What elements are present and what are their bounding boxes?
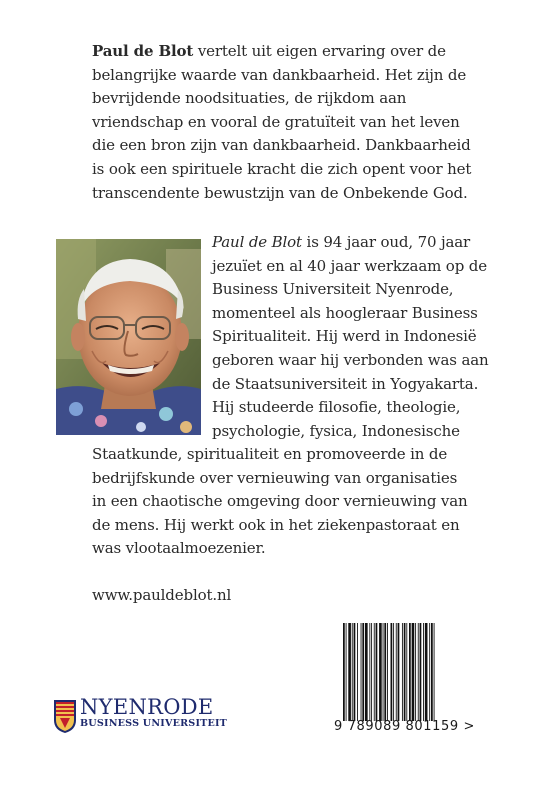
intro-paragraph	[92, 40, 472, 205]
intro-author-name: Paul de Blot	[92, 42, 194, 60]
bio-paragraph-bottom: Staatkunde, spiritualiteit en promoveerde in de bedrijfskunde over vernieuwing van organisaties in een chaotische omgeving door vernieuwing van de mens. Hij werkt ook in het ziekenpastoraat en was vlootaalmoezenier.	[92, 445, 468, 558]
author-portrait	[56, 239, 201, 435]
barcode-bars	[343, 623, 462, 721]
intro-text-line1: vertelt uit eigen ervaring over de	[197, 42, 446, 60]
bio-author-name: Paul de Blot	[212, 233, 302, 251]
isbn-barcode	[334, 623, 476, 737]
isbn-digits: 9 789089 801159 >	[334, 719, 476, 734]
intro-text: belangrijke waarde van dankbaarheid. Het zijn de bevrijdende noodsituaties, de rijkdom aan vriendschap en vooral de gratuïteit van het leven die een bron zijn van dankbaarheid. Dankbaarheid is ook een spirituele kracht die zich opent voor het transcendente bewustzijn van de Onbekende God.	[92, 65, 472, 202]
nyenrode-logo	[53, 695, 228, 735]
nyenrode-crest-icon	[53, 698, 77, 734]
logo-name: NYENRODE	[80, 695, 214, 719]
website-url: www.pauldeblot.nl	[92, 586, 232, 604]
bio-text-top: is 94 jaar oud, 70 jaar jezuïet en al 40 jaar werkzaam op de Business Universiteit Nyenrode, momenteel als hoogleraar Business Spiritualiteit. Hij werd in Indonesië geboren waar hij verbonden was aan de Staatsuniversiteit in Yogyakarta. Hij studeerde filosofie, theologie, psychologie, fysica, Indonesische	[212, 233, 489, 440]
logo-subtitle: BUSINESS UNIVERSITEIT	[80, 718, 228, 729]
bio-paragraph-top	[212, 231, 492, 443]
